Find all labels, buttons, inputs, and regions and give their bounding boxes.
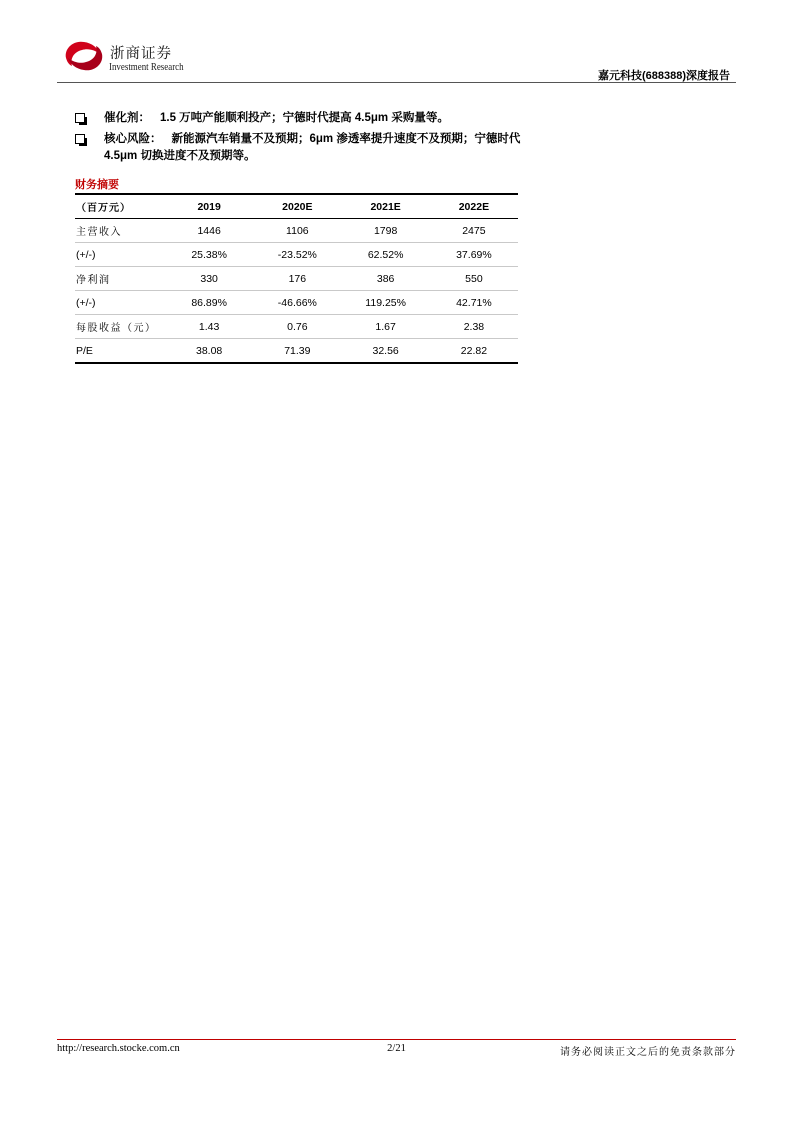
footer-disclaimer: 请务必阅读正文之后的免责条款部分 xyxy=(560,1047,736,1058)
column-header: 2022E xyxy=(430,194,518,219)
table-cell: 119.25% xyxy=(341,291,429,315)
table-cell: 86.89% xyxy=(165,291,253,315)
checkbox-square-icon xyxy=(75,134,85,144)
bullet-text: 1.5 万吨产能顺利投产；宁德时代提高 4.5μm 采购量等。 xyxy=(160,112,449,124)
row-label: (+/-) xyxy=(75,291,165,315)
table-cell: 550 xyxy=(430,267,518,291)
report-title: 嘉元科技(688388)深度报告 xyxy=(597,70,730,82)
column-header: （百万元） xyxy=(75,194,165,219)
page-number: 2/21 xyxy=(387,1043,406,1054)
checkbox-square-icon xyxy=(75,113,85,123)
bullet-label: 核心风险： xyxy=(104,133,162,145)
table-cell: 22.82 xyxy=(430,339,518,364)
table-cell: 1446 xyxy=(165,219,253,243)
bullet-text: 新能源汽车销量不及预期；6μm 渗透率提升速度不及预期；宁德时代 4.5μm 切换进度不及预期等。 xyxy=(104,133,521,162)
table-cell: 1106 xyxy=(253,219,341,243)
brand-chinese-name: 浙商证券 xyxy=(110,46,172,62)
table-cell: 38.08 xyxy=(165,339,253,364)
footer-divider xyxy=(57,1039,736,1040)
table-cell: 25.38% xyxy=(165,243,253,267)
table-cell: 2.38 xyxy=(430,315,518,339)
column-header: 2019 xyxy=(165,194,253,219)
company-logo xyxy=(62,38,106,74)
table-cell: 32.56 xyxy=(341,339,429,364)
bullet-label: 催化剂： xyxy=(104,112,150,124)
financial-summary-table xyxy=(75,193,518,364)
footer-website-link[interactable]: http://research.stocke.com.cn xyxy=(57,1043,180,1054)
table-cell: 0.76 xyxy=(253,315,341,339)
bullet-risk xyxy=(75,131,535,165)
table-row xyxy=(75,339,518,364)
table-cell: 176 xyxy=(253,267,341,291)
brand-english-name: Investment Research xyxy=(109,62,184,73)
column-header: 2020E xyxy=(253,194,341,219)
table-cell: 37.69% xyxy=(430,243,518,267)
table-title: 财务摘要 xyxy=(75,179,119,191)
table-cell: 2475 xyxy=(430,219,518,243)
table-cell: -23.52% xyxy=(253,243,341,267)
table-cell: 42.71% xyxy=(430,291,518,315)
table-cell: -46.66% xyxy=(253,291,341,315)
header-divider xyxy=(57,82,736,83)
table-row xyxy=(75,243,518,267)
table-cell: 386 xyxy=(341,267,429,291)
table-cell: 1798 xyxy=(341,219,429,243)
row-label: 每股收益（元） xyxy=(75,315,165,339)
table-cell: 1.43 xyxy=(165,315,253,339)
bullet-list xyxy=(75,110,535,169)
table-row xyxy=(75,267,518,291)
bullet-catalyst xyxy=(75,110,535,127)
row-label: 主营收入 xyxy=(75,219,165,243)
table-cell: 1.67 xyxy=(341,315,429,339)
row-label: 净利润 xyxy=(75,267,165,291)
column-header: 2021E xyxy=(341,194,429,219)
table-cell: 71.39 xyxy=(253,339,341,364)
table-cell: 62.52% xyxy=(341,243,429,267)
row-label: P/E xyxy=(75,339,165,364)
table-header-row xyxy=(75,194,518,219)
table-row xyxy=(75,315,518,339)
table-row xyxy=(75,291,518,315)
table-cell: 330 xyxy=(165,267,253,291)
table-row xyxy=(75,219,518,243)
row-label: (+/-) xyxy=(75,243,165,267)
